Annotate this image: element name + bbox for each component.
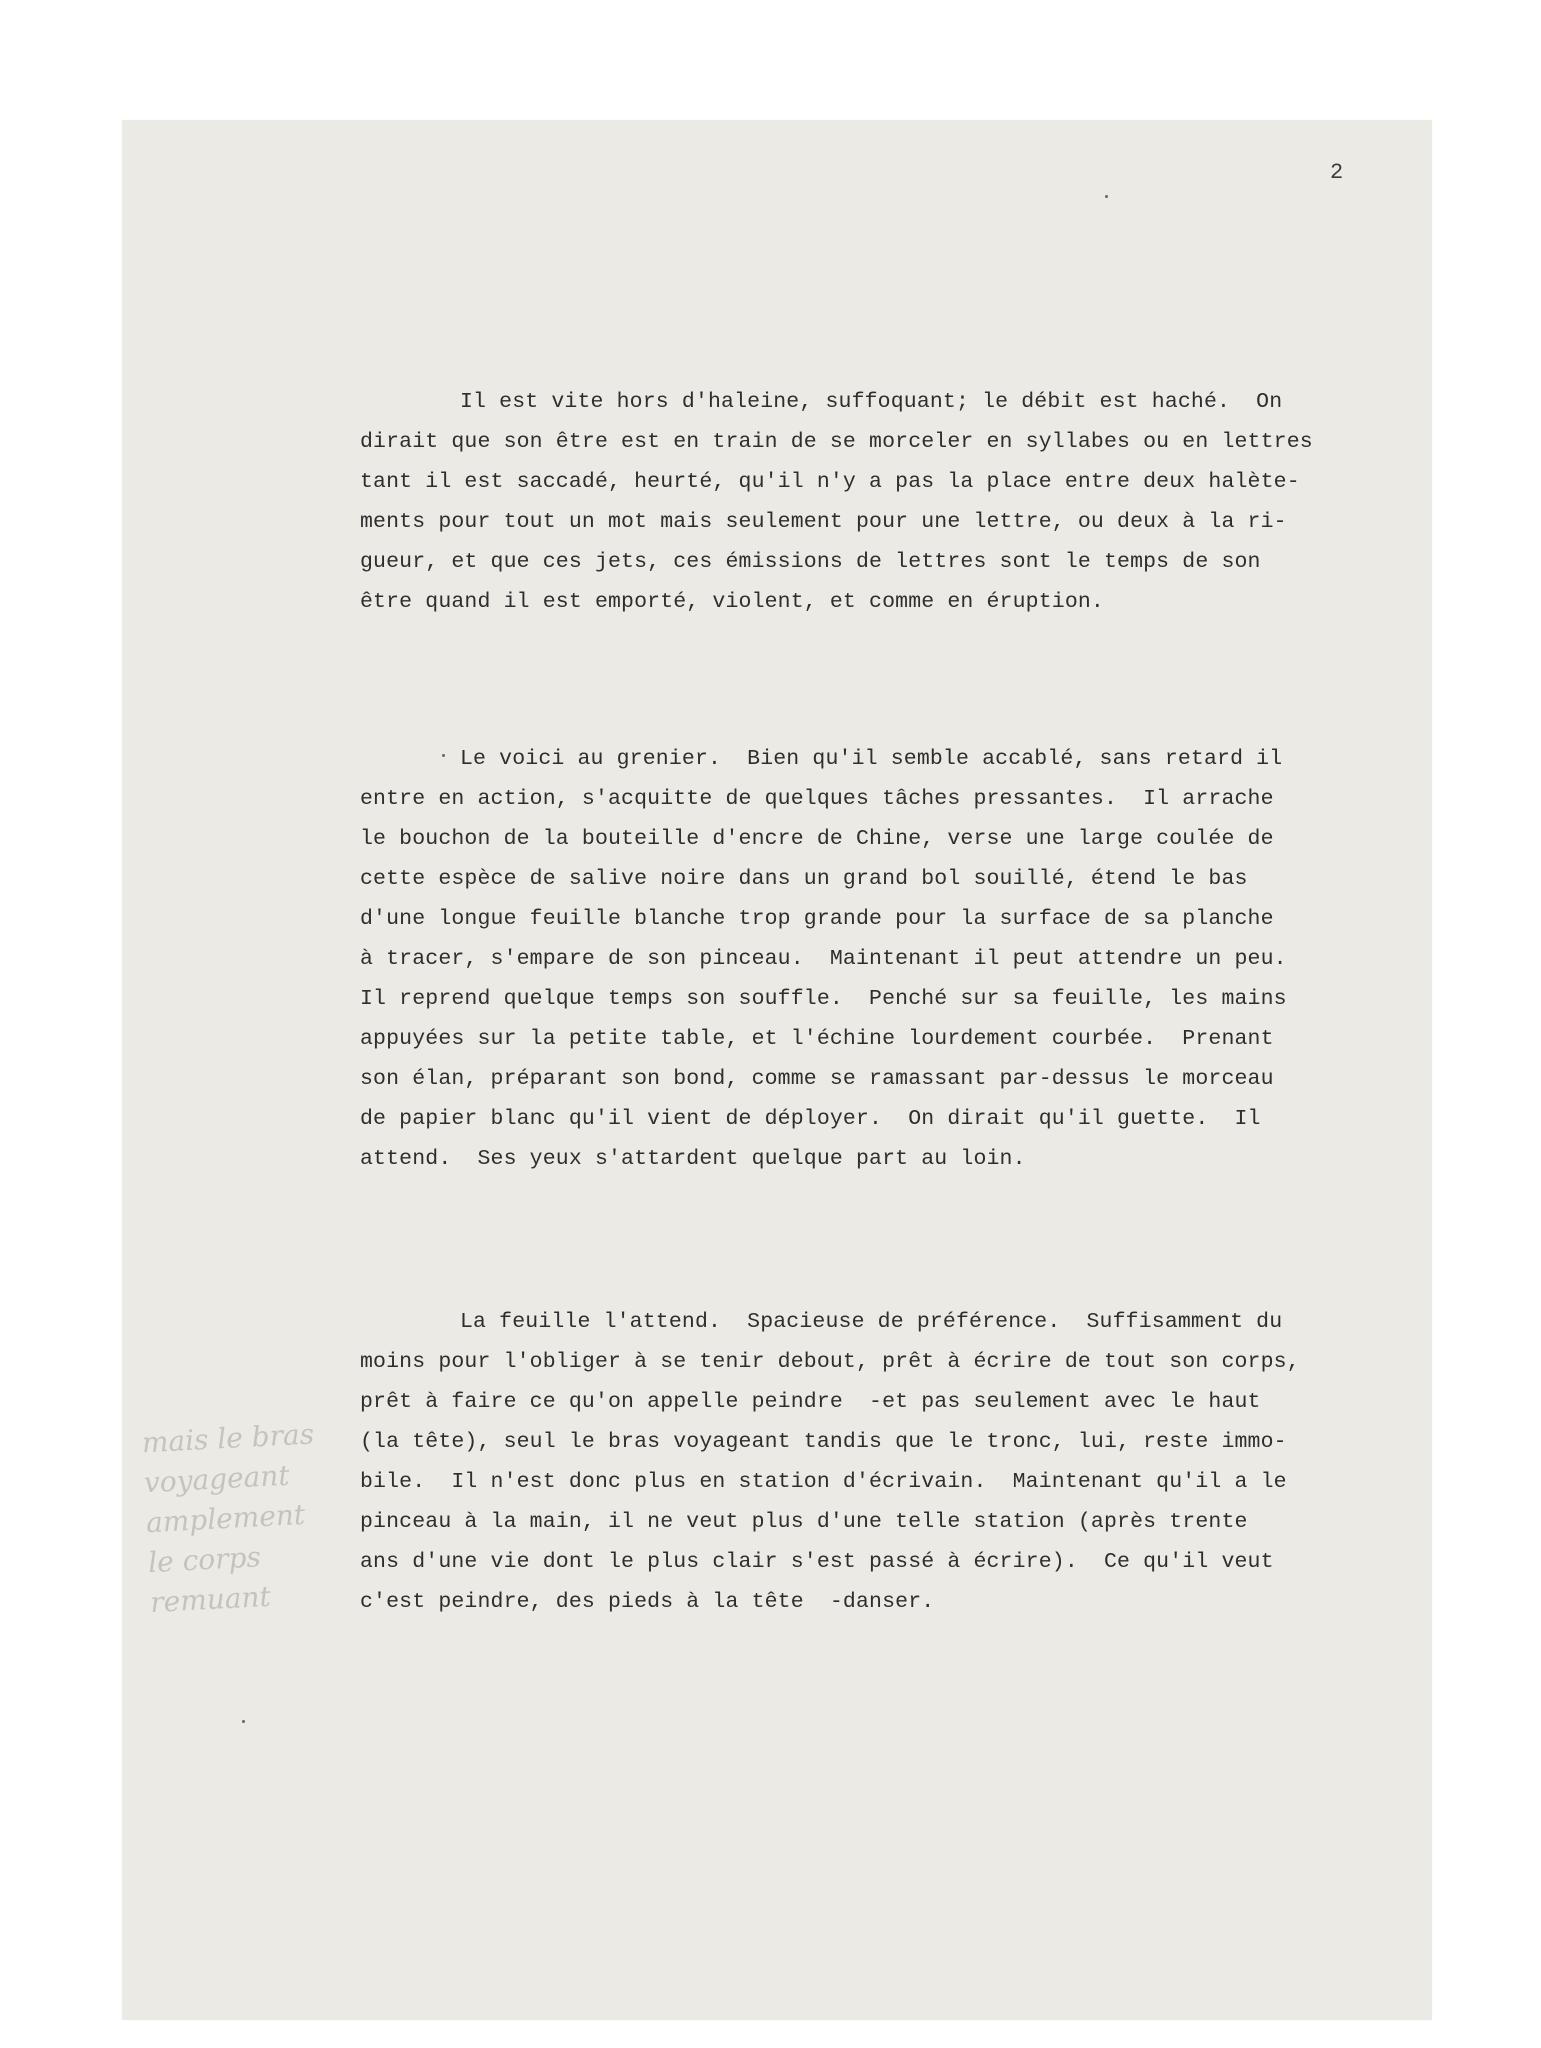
paper-speck <box>442 754 445 757</box>
text-line: tant il est saccadé, heurté, qu'il n'y a pas la place entre deux halète- <box>360 470 1300 494</box>
paragraph-1 <box>360 382 1430 622</box>
text-line: son élan, préparant son bond, comme se ramassant par-dessus le morceau <box>360 1067 1274 1091</box>
paragraph-2 <box>360 739 1430 1179</box>
text-line: à tracer, s'empare de son pinceau. Maintenant il peut attendre un peu. <box>360 947 1287 971</box>
paper-speck <box>1105 195 1108 198</box>
text-line: entre en action, s'acquitte de quelques tâches pressantes. Il arrache <box>360 787 1274 811</box>
text-line: attend. Ses yeux s'attardent quelque part au loin. <box>360 1147 1026 1171</box>
text-line: appuyées sur la petite table, et l'échine lourdement courbée. Prenant <box>360 1027 1274 1051</box>
text-line: être quand il est emporté, violent, et comme en éruption. <box>360 590 1104 614</box>
text-line: d'une longue feuille blanche trop grande pour la surface de sa planche <box>360 907 1274 931</box>
text-line: Le voici au grenier. Bien qu'il semble accablé, sans retard il <box>460 747 1283 771</box>
text-line: bile. Il n'est donc plus en station d'écrivain. Maintenant qu'il a le <box>360 1470 1287 1494</box>
note-line: le corps <box>147 1540 262 1580</box>
text-line: ments pour tout un mot mais seulement pour une lettre, ou deux à la ri- <box>360 510 1287 534</box>
text-line: le bouchon de la bouteille d'encre de Chine, verse une large coulée de <box>360 827 1274 851</box>
text-line: ans d'une vie dont le plus clair s'est passé à écrire). Ce qu'il veut <box>360 1550 1274 1574</box>
text-line: cette espèce de salive noire dans un grand bol souillé, étend le bas <box>360 867 1248 891</box>
note-line: voyageant <box>143 1458 291 1500</box>
page-number: 2 <box>1330 160 1344 185</box>
text-line: Il est vite hors d'haleine, suffoquant; le débit est haché. On <box>460 390 1283 414</box>
text-line: Il reprend quelque temps son souffle. Penché sur sa feuille, les mains <box>360 987 1287 1011</box>
text-line: c'est peindre, des pieds à la tête -danser. <box>360 1590 935 1614</box>
note-line: mais le bras <box>141 1417 315 1460</box>
text-line: gueur, et que ces jets, ces émissions de lettres sont le temps de son <box>360 550 1261 574</box>
handwritten-margin-note <box>141 1413 351 1623</box>
paragraph-3 <box>360 1302 1430 1622</box>
text-line: dirait que son être est en train de se morceler en syllabes ou en lettres <box>360 430 1313 454</box>
text-line: pinceau à la main, il ne veut plus d'une telle station (après trente <box>360 1510 1248 1534</box>
text-line: prêt à faire ce qu'on appelle peindre -et pas seulement avec le haut <box>360 1390 1261 1414</box>
note-line: remuant <box>149 1579 272 1620</box>
paper-speck <box>242 1720 245 1723</box>
note-line: amplement <box>145 1497 306 1540</box>
text-line: de papier blanc qu'il vient de déployer. On dirait qu'il guette. Il <box>360 1107 1261 1131</box>
text-line: La feuille l'attend. Spacieuse de préférence. Suffisamment du <box>460 1310 1283 1334</box>
text-line: (la tête), seul le bras voyageant tandis que le tronc, lui, reste immo- <box>360 1430 1287 1454</box>
text-line: moins pour l'obliger à se tenir debout, prêt à écrire de tout son corps, <box>360 1350 1300 1374</box>
